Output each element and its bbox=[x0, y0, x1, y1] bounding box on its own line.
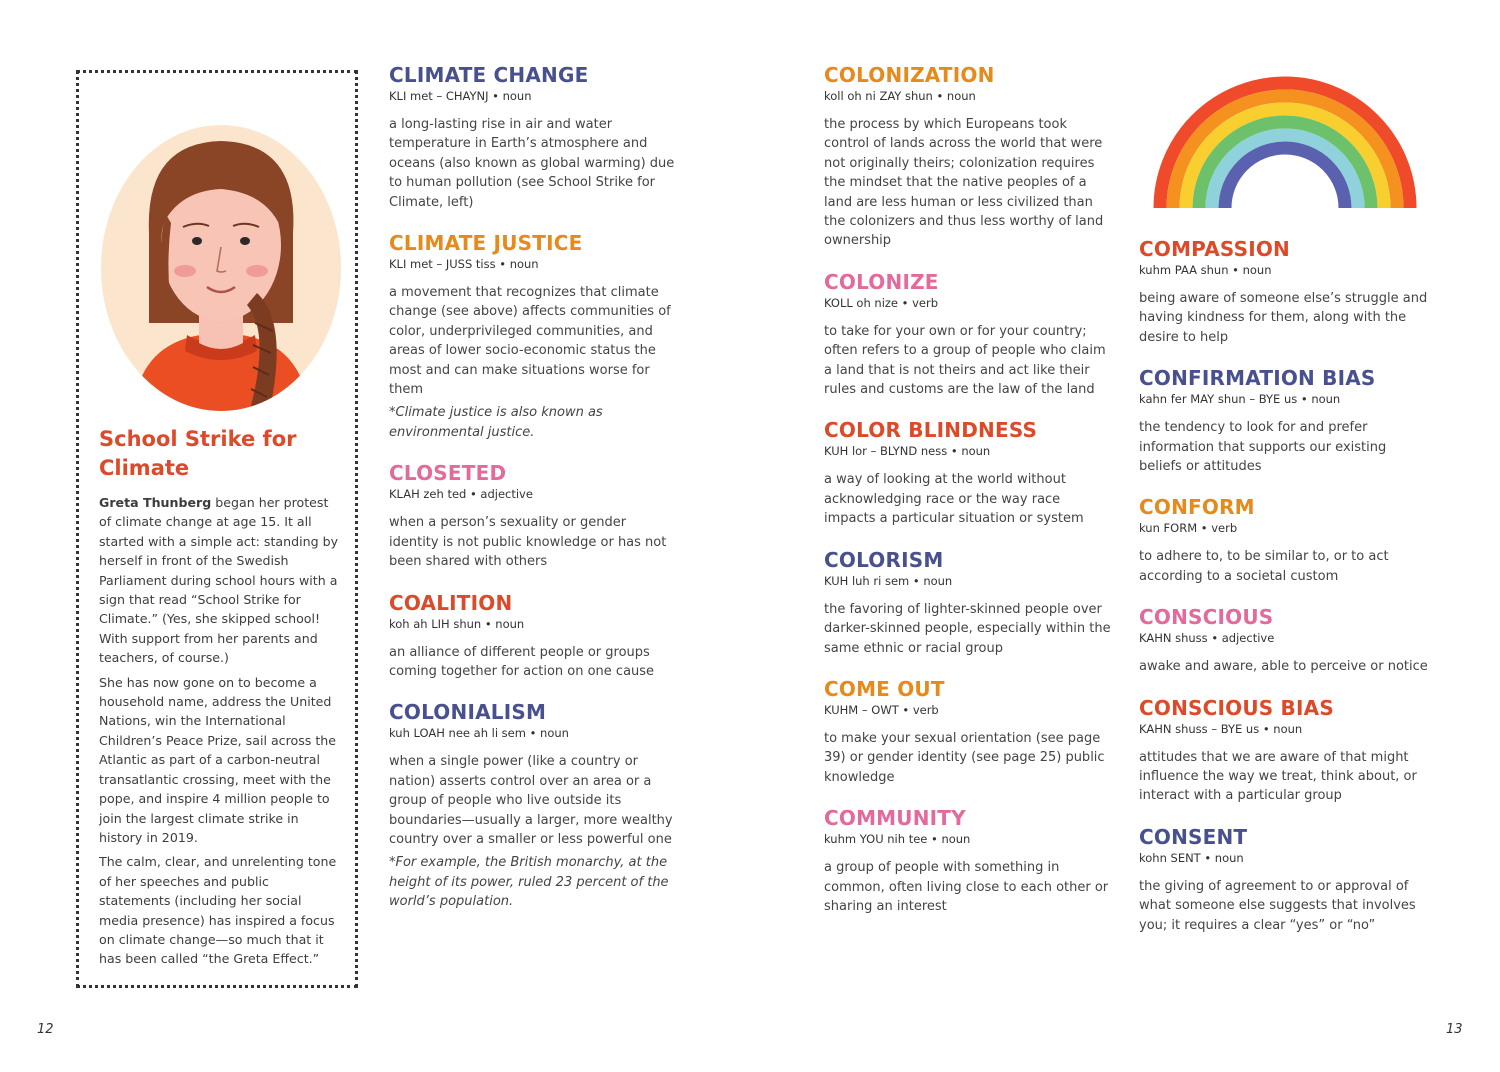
glossary-entry bbox=[389, 460, 679, 571]
entry-pronunciation: kun FORM • verb bbox=[1139, 521, 1238, 536]
entry-pronunciation: KAHN shuss • adjective bbox=[1139, 631, 1275, 646]
entry-term: COALITION bbox=[389, 590, 513, 615]
entry-term: COMPASSION bbox=[1139, 237, 1290, 261]
entry-pronunciation: KAHN shuss – BYE us • noun bbox=[1139, 721, 1303, 736]
entry-pronunciation: koll oh ni ZAY shun • noun bbox=[824, 89, 976, 103]
entry-term: COLORISM bbox=[824, 547, 944, 572]
glossary-entry bbox=[824, 805, 1114, 916]
entry-definition: attitudes that we are aware of that might influence the way we treat, think about, or interact with a particular group bbox=[1139, 749, 1417, 804]
entry-term: COLONIZATION bbox=[824, 63, 995, 87]
entry-pronunciation: KUH lor – BLYND ness • noun bbox=[824, 444, 991, 459]
glossary-entry bbox=[1139, 695, 1429, 806]
page-number-right: 13 bbox=[1446, 1022, 1463, 1037]
entry-pronunciation: kohn SENT • noun bbox=[1139, 850, 1244, 865]
entry-note: *For example, the British monarchy, at the height of its power, ruled 23 percent of the world’s population. bbox=[389, 855, 669, 910]
entry-definition: the favoring of lighter-skinned people over darker-skinned people, especially within the same ethnic or racial group bbox=[824, 601, 1111, 656]
entry-term: CLIMATE CHANGE bbox=[389, 63, 589, 87]
entry-pronunciation: koh ah LIH shun • noun bbox=[389, 616, 525, 631]
glossary-entry bbox=[824, 417, 1114, 528]
glossary-entry bbox=[1139, 494, 1429, 586]
entry-term: CONSCIOUS BIAS bbox=[1139, 695, 1334, 720]
glossary-column-3 bbox=[1139, 236, 1429, 953]
entry-term: COME OUT bbox=[824, 676, 945, 701]
sidebar-title: School Strike for Climate bbox=[99, 427, 297, 480]
entry-pronunciation: KOLL oh nize • verb bbox=[824, 295, 939, 310]
entry-definition: the tendency to look for and prefer information that supports our existing beliefs or attitudes bbox=[1139, 420, 1387, 475]
girl-portrait-icon bbox=[99, 123, 343, 413]
entry-pronunciation: kuh LOAH nee ah li sem • noun bbox=[389, 726, 569, 741]
glossary-entry bbox=[1139, 604, 1429, 676]
glossary-entry bbox=[824, 676, 1114, 787]
sidebar-paragraph-2: She has now gone on to become a household name, address the United Nations, win the International Children’s Peace Prize, sail across the Atlantic as part of a carbon-neutral transatlantic crossing, meet with the pope, and inspire 4 million people to join the largest climate strike in history in 2019. bbox=[99, 674, 336, 845]
sidebar-paragraph-1-text: began her protest of climate change at age 15. It all started with a simple act: standing by herself in front of the Swedish Parliament during school hours with a sign that read “School Strike for Climate.” (Yes, she skipped school! With support from her parents and teachers, of course.) bbox=[99, 495, 339, 666]
glossary-entry bbox=[389, 590, 679, 682]
glossary-entry bbox=[1139, 365, 1429, 476]
entry-term: CLOSETED bbox=[389, 461, 507, 486]
entry-definition: to make your sexual orientation (see page 39) or gender identity (see page 25) public knowledge bbox=[824, 730, 1105, 785]
glossary-column-2 bbox=[824, 62, 1114, 934]
glossary-entry bbox=[389, 699, 679, 911]
glossary-entry bbox=[824, 62, 1114, 251]
entry-definition: awake and aware, able to perceive or notice bbox=[1139, 659, 1428, 675]
entry-term: COLONIZE bbox=[824, 269, 939, 294]
entry-definition: the giving of agreement to or approval of what someone else suggests that involves you; it requires a clear “yes” or “no” bbox=[1139, 878, 1416, 933]
entry-pronunciation: KUH luh ri sem • noun bbox=[824, 573, 953, 588]
entry-definition: a group of people with something in common, often living close to each other or sharing an interest bbox=[824, 860, 1109, 914]
entry-definition: a movement that recognizes that climate change (see above) affects communities of color, underprivileged communities, and areas of lower socio-economic status the most and can make situations worse for them bbox=[389, 285, 671, 398]
entry-definition: the process by which Europeans took control of lands across the world that were not originally theirs; colonization requires the mindset that the native peoples of a land are less human or less civilized than the colonizers and thus less worthy of land ownership bbox=[824, 117, 1104, 249]
entry-term: COMMUNITY bbox=[824, 806, 966, 831]
entry-pronunciation: kuhm YOU nih tee • noun bbox=[824, 832, 971, 847]
sidebar-paragraph-1 bbox=[99, 493, 343, 668]
glossary-entry bbox=[824, 547, 1114, 658]
entry-definition: an alliance of different people or groups coming together for action on one cause bbox=[389, 644, 655, 679]
entry-term: CONFORM bbox=[1139, 495, 1255, 520]
entry-term: CONSCIOUS bbox=[1139, 605, 1274, 630]
entry-term: CONSENT bbox=[1139, 824, 1248, 849]
entry-definition: when a person’s sexuality or gender identity is not public knowledge or has not been shared with others bbox=[389, 515, 667, 570]
entry-term: COLOR BLINDNESS bbox=[824, 418, 1038, 443]
entry-definition: a long-lasting rise in air and water temperature in Earth’s atmosphere and oceans (also known as global warming) due to human pollution (see School Strike for Climate, left) bbox=[389, 117, 675, 210]
glossary-entry bbox=[824, 269, 1114, 400]
glossary-entry bbox=[389, 230, 679, 442]
glossary-entry bbox=[1139, 824, 1429, 935]
entry-pronunciation: kuhm PAA shun • noun bbox=[1139, 263, 1272, 277]
sidebar-paragraph-3: The calm, clear, and unrelenting tone of her speeches and public statements (including her social media presence) has inspired a focus on climate change—so much that it has been called “the Greta Effect.” bbox=[99, 854, 337, 967]
entry-pronunciation: kahn fer MAY shun – BYE us • noun bbox=[1139, 392, 1341, 407]
entry-pronunciation: KLAH zeh ted • adjective bbox=[389, 487, 533, 502]
sidebar-name: Greta Thunberg bbox=[99, 495, 212, 510]
sidebar-box bbox=[76, 70, 358, 988]
entry-pronunciation: KUHM – OWT • verb bbox=[824, 702, 939, 717]
glossary-entry bbox=[389, 62, 679, 212]
entry-note: *Climate justice is also known as environmental justice. bbox=[389, 405, 603, 440]
entry-definition: a way of looking at the world without acknowledging race or the way race impacts a particular situation or system bbox=[824, 472, 1084, 527]
rainbow-icon bbox=[1150, 52, 1420, 212]
page-number-left: 12 bbox=[37, 1022, 54, 1037]
sidebar-body bbox=[99, 493, 343, 974]
entry-definition: being aware of someone else’s struggle and having kindness for them, along with the desire to help bbox=[1139, 291, 1428, 345]
glossary-entry bbox=[1139, 236, 1429, 347]
glossary-column-1 bbox=[389, 62, 679, 930]
entry-term: CONFIRMATION BIAS bbox=[1139, 366, 1376, 391]
entry-pronunciation: KLI met – JUSS tiss • noun bbox=[389, 257, 539, 272]
entry-pronunciation: KLI met – CHAYNJ • noun bbox=[389, 89, 532, 103]
entry-definition: to adhere to, to be similar to, or to act according to a societal custom bbox=[1139, 549, 1389, 584]
entry-term: COLONIALISM bbox=[389, 700, 547, 725]
entry-definition: when a single power (like a country or nation) asserts control over an area or a group of people who live outside its boundaries—usually a larger, more wealthy country over a smaller or less powerful one bbox=[389, 754, 673, 847]
entry-definition: to take for your own or for your country; often refers to a group of people who claim a land that is not theirs and act like their rules and customs are the law of the land bbox=[824, 323, 1106, 398]
entry-term: CLIMATE JUSTICE bbox=[389, 231, 583, 256]
